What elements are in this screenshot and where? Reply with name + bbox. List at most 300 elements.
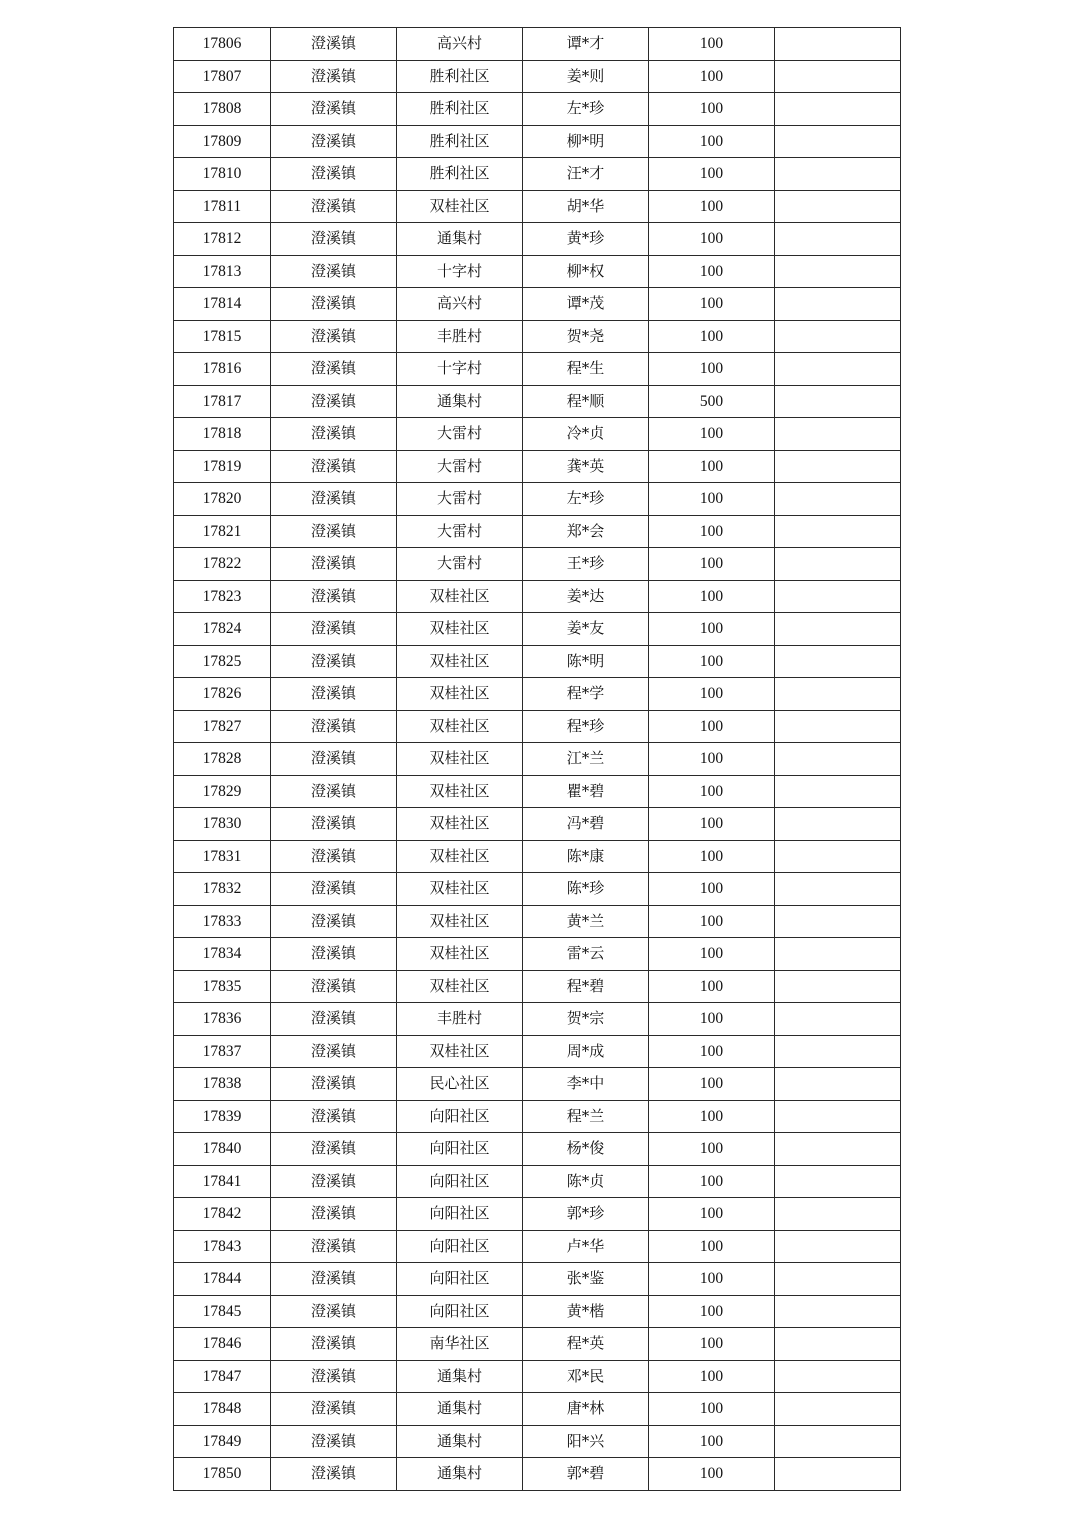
table-row <box>174 645 901 678</box>
village-cell: 高兴村 <box>397 288 523 321</box>
village-cell: 高兴村 <box>397 28 523 61</box>
amount-cell: 100 <box>649 1068 775 1101</box>
table-row <box>174 873 901 906</box>
town-cell: 澄溪镇 <box>271 288 397 321</box>
id-cell: 17810 <box>174 158 271 191</box>
village-cell: 双桂社区 <box>397 190 523 223</box>
remark-cell <box>775 743 901 776</box>
town-cell: 澄溪镇 <box>271 1328 397 1361</box>
name-cell: 汪*才 <box>523 158 649 191</box>
town-cell: 澄溪镇 <box>271 1133 397 1166</box>
name-cell: 冯*碧 <box>523 808 649 841</box>
amount-cell: 100 <box>649 190 775 223</box>
remark-cell <box>775 1458 901 1491</box>
amount-cell: 100 <box>649 1100 775 1133</box>
remark-cell <box>775 1068 901 1101</box>
table-row <box>174 288 901 321</box>
amount-cell: 100 <box>649 1003 775 1036</box>
village-cell: 十字村 <box>397 353 523 386</box>
village-cell: 通集村 <box>397 1393 523 1426</box>
id-cell: 17839 <box>174 1100 271 1133</box>
id-cell: 17837 <box>174 1035 271 1068</box>
village-cell: 双桂社区 <box>397 743 523 776</box>
id-cell: 17812 <box>174 223 271 256</box>
amount-cell: 100 <box>649 515 775 548</box>
village-cell: 大雷村 <box>397 548 523 581</box>
remark-cell <box>775 1230 901 1263</box>
table-row <box>174 938 901 971</box>
id-cell: 17835 <box>174 970 271 1003</box>
village-cell: 双桂社区 <box>397 645 523 678</box>
table-row <box>174 1393 901 1426</box>
name-cell: 程*珍 <box>523 710 649 743</box>
name-cell: 柳*权 <box>523 255 649 288</box>
name-cell: 程*顺 <box>523 385 649 418</box>
id-cell: 17808 <box>174 93 271 126</box>
remark-cell <box>775 60 901 93</box>
table-row <box>174 905 901 938</box>
id-cell: 17828 <box>174 743 271 776</box>
amount-cell: 100 <box>649 840 775 873</box>
table-row <box>174 1068 901 1101</box>
town-cell: 澄溪镇 <box>271 255 397 288</box>
village-cell: 双桂社区 <box>397 775 523 808</box>
village-cell: 双桂社区 <box>397 613 523 646</box>
table-row <box>174 1295 901 1328</box>
town-cell: 澄溪镇 <box>271 1100 397 1133</box>
amount-cell: 100 <box>649 873 775 906</box>
id-cell: 17850 <box>174 1458 271 1491</box>
village-cell: 双桂社区 <box>397 873 523 906</box>
remark-cell <box>775 190 901 223</box>
table-row <box>174 678 901 711</box>
remark-cell <box>775 1035 901 1068</box>
amount-cell: 500 <box>649 385 775 418</box>
table-row <box>174 385 901 418</box>
name-cell: 冷*贞 <box>523 418 649 451</box>
amount-cell: 100 <box>649 418 775 451</box>
amount-cell: 100 <box>649 1263 775 1296</box>
town-cell: 澄溪镇 <box>271 1198 397 1231</box>
name-cell: 陈*康 <box>523 840 649 873</box>
table-row <box>174 223 901 256</box>
town-cell: 澄溪镇 <box>271 1230 397 1263</box>
village-cell: 通集村 <box>397 385 523 418</box>
amount-cell: 100 <box>649 223 775 256</box>
town-cell: 澄溪镇 <box>271 483 397 516</box>
town-cell: 澄溪镇 <box>271 743 397 776</box>
remark-cell <box>775 1425 901 1458</box>
amount-cell: 100 <box>649 1458 775 1491</box>
amount-cell: 100 <box>649 645 775 678</box>
village-cell: 向阳社区 <box>397 1100 523 1133</box>
roster-table-body <box>174 28 901 1491</box>
amount-cell: 100 <box>649 450 775 483</box>
remark-cell <box>775 873 901 906</box>
village-cell: 大雷村 <box>397 483 523 516</box>
town-cell: 澄溪镇 <box>271 710 397 743</box>
id-cell: 17817 <box>174 385 271 418</box>
name-cell: 黄*兰 <box>523 905 649 938</box>
remark-cell <box>775 125 901 158</box>
id-cell: 17833 <box>174 905 271 938</box>
town-cell: 澄溪镇 <box>271 775 397 808</box>
town-cell: 澄溪镇 <box>271 580 397 613</box>
table-row <box>174 1198 901 1231</box>
name-cell: 唐*林 <box>523 1393 649 1426</box>
remark-cell <box>775 1003 901 1036</box>
village-cell: 双桂社区 <box>397 1035 523 1068</box>
amount-cell: 100 <box>649 1328 775 1361</box>
remark-cell <box>775 1328 901 1361</box>
town-cell: 澄溪镇 <box>271 1035 397 1068</box>
remark-cell <box>775 223 901 256</box>
town-cell: 澄溪镇 <box>271 905 397 938</box>
name-cell: 贺*尧 <box>523 320 649 353</box>
name-cell: 程*生 <box>523 353 649 386</box>
name-cell: 龚*英 <box>523 450 649 483</box>
remark-cell <box>775 1263 901 1296</box>
remark-cell <box>775 483 901 516</box>
town-cell: 澄溪镇 <box>271 1068 397 1101</box>
town-cell: 澄溪镇 <box>271 1393 397 1426</box>
village-cell: 向阳社区 <box>397 1198 523 1231</box>
amount-cell: 100 <box>649 1035 775 1068</box>
remark-cell <box>775 775 901 808</box>
table-row <box>174 320 901 353</box>
id-cell: 17845 <box>174 1295 271 1328</box>
id-cell: 17824 <box>174 613 271 646</box>
name-cell: 张*鉴 <box>523 1263 649 1296</box>
table-row <box>174 60 901 93</box>
amount-cell: 100 <box>649 678 775 711</box>
id-cell: 17836 <box>174 1003 271 1036</box>
village-cell: 通集村 <box>397 223 523 256</box>
remark-cell <box>775 938 901 971</box>
table-row <box>174 450 901 483</box>
id-cell: 17816 <box>174 353 271 386</box>
town-cell: 澄溪镇 <box>271 125 397 158</box>
id-cell: 17813 <box>174 255 271 288</box>
remark-cell <box>775 970 901 1003</box>
id-cell: 17834 <box>174 938 271 971</box>
remark-cell <box>775 548 901 581</box>
name-cell: 陈*明 <box>523 645 649 678</box>
village-cell: 胜利社区 <box>397 60 523 93</box>
id-cell: 17811 <box>174 190 271 223</box>
id-cell: 17807 <box>174 60 271 93</box>
village-cell: 向阳社区 <box>397 1230 523 1263</box>
amount-cell: 100 <box>649 158 775 191</box>
table-row <box>174 743 901 776</box>
remark-cell <box>775 808 901 841</box>
name-cell: 江*兰 <box>523 743 649 776</box>
amount-cell: 100 <box>649 710 775 743</box>
village-cell: 大雷村 <box>397 515 523 548</box>
table-row <box>174 1328 901 1361</box>
table-row <box>174 1035 901 1068</box>
remark-cell <box>775 613 901 646</box>
town-cell: 澄溪镇 <box>271 938 397 971</box>
id-cell: 17814 <box>174 288 271 321</box>
table-row <box>174 1458 901 1491</box>
name-cell: 谭*才 <box>523 28 649 61</box>
amount-cell: 100 <box>649 775 775 808</box>
amount-cell: 100 <box>649 93 775 126</box>
table-row <box>174 775 901 808</box>
amount-cell: 100 <box>649 288 775 321</box>
remark-cell <box>775 580 901 613</box>
remark-cell <box>775 710 901 743</box>
amount-cell: 100 <box>649 483 775 516</box>
table-row <box>174 548 901 581</box>
table-row <box>174 190 901 223</box>
name-cell: 程*英 <box>523 1328 649 1361</box>
table-row <box>174 710 901 743</box>
id-cell: 17847 <box>174 1360 271 1393</box>
name-cell: 阳*兴 <box>523 1425 649 1458</box>
table-row <box>174 353 901 386</box>
table-row <box>174 808 901 841</box>
amount-cell: 100 <box>649 28 775 61</box>
id-cell: 17843 <box>174 1230 271 1263</box>
table-row <box>174 483 901 516</box>
amount-cell: 100 <box>649 60 775 93</box>
village-cell: 向阳社区 <box>397 1263 523 1296</box>
id-cell: 17844 <box>174 1263 271 1296</box>
amount-cell: 100 <box>649 1230 775 1263</box>
name-cell: 黄*珍 <box>523 223 649 256</box>
table-row <box>174 1165 901 1198</box>
id-cell: 17815 <box>174 320 271 353</box>
village-cell: 向阳社区 <box>397 1133 523 1166</box>
amount-cell: 100 <box>649 905 775 938</box>
amount-cell: 100 <box>649 1393 775 1426</box>
name-cell: 左*珍 <box>523 93 649 126</box>
remark-cell <box>775 288 901 321</box>
village-cell: 双桂社区 <box>397 580 523 613</box>
name-cell: 邓*民 <box>523 1360 649 1393</box>
table-row <box>174 580 901 613</box>
id-cell: 17849 <box>174 1425 271 1458</box>
amount-cell: 100 <box>649 743 775 776</box>
name-cell: 郑*会 <box>523 515 649 548</box>
remark-cell <box>775 905 901 938</box>
name-cell: 贺*宗 <box>523 1003 649 1036</box>
remark-cell <box>775 1360 901 1393</box>
amount-cell: 100 <box>649 1133 775 1166</box>
table-row <box>174 255 901 288</box>
amount-cell: 100 <box>649 1425 775 1458</box>
table-row <box>174 28 901 61</box>
id-cell: 17820 <box>174 483 271 516</box>
amount-cell: 100 <box>649 548 775 581</box>
table-row <box>174 1003 901 1036</box>
amount-cell: 100 <box>649 613 775 646</box>
id-cell: 17848 <box>174 1393 271 1426</box>
town-cell: 澄溪镇 <box>271 1458 397 1491</box>
town-cell: 澄溪镇 <box>271 320 397 353</box>
amount-cell: 100 <box>649 1165 775 1198</box>
name-cell: 杨*俊 <box>523 1133 649 1166</box>
id-cell: 17806 <box>174 28 271 61</box>
remark-cell <box>775 450 901 483</box>
town-cell: 澄溪镇 <box>271 548 397 581</box>
remark-cell <box>775 840 901 873</box>
amount-cell: 100 <box>649 938 775 971</box>
remark-cell <box>775 255 901 288</box>
roster-table <box>173 27 901 1491</box>
village-cell: 双桂社区 <box>397 710 523 743</box>
table-row <box>174 1425 901 1458</box>
table-row <box>174 970 901 1003</box>
village-cell: 胜利社区 <box>397 93 523 126</box>
village-cell: 双桂社区 <box>397 840 523 873</box>
town-cell: 澄溪镇 <box>271 1425 397 1458</box>
village-cell: 民心社区 <box>397 1068 523 1101</box>
name-cell: 卢*华 <box>523 1230 649 1263</box>
town-cell: 澄溪镇 <box>271 190 397 223</box>
town-cell: 澄溪镇 <box>271 158 397 191</box>
name-cell: 雷*云 <box>523 938 649 971</box>
village-cell: 南华社区 <box>397 1328 523 1361</box>
remark-cell <box>775 1198 901 1231</box>
village-cell: 通集村 <box>397 1458 523 1491</box>
village-cell: 双桂社区 <box>397 938 523 971</box>
village-cell: 向阳社区 <box>397 1295 523 1328</box>
id-cell: 17822 <box>174 548 271 581</box>
town-cell: 澄溪镇 <box>271 613 397 646</box>
village-cell: 双桂社区 <box>397 905 523 938</box>
town-cell: 澄溪镇 <box>271 1165 397 1198</box>
remark-cell <box>775 1133 901 1166</box>
name-cell: 胡*华 <box>523 190 649 223</box>
table-row <box>174 1133 901 1166</box>
name-cell: 李*中 <box>523 1068 649 1101</box>
village-cell: 双桂社区 <box>397 970 523 1003</box>
name-cell: 姜*则 <box>523 60 649 93</box>
table-row <box>174 515 901 548</box>
name-cell: 王*珍 <box>523 548 649 581</box>
village-cell: 双桂社区 <box>397 678 523 711</box>
remark-cell <box>775 353 901 386</box>
table-row <box>174 1230 901 1263</box>
town-cell: 澄溪镇 <box>271 60 397 93</box>
table-row <box>174 1100 901 1133</box>
id-cell: 17809 <box>174 125 271 158</box>
id-cell: 17838 <box>174 1068 271 1101</box>
name-cell: 周*成 <box>523 1035 649 1068</box>
remark-cell <box>775 158 901 191</box>
town-cell: 澄溪镇 <box>271 808 397 841</box>
village-cell: 胜利社区 <box>397 125 523 158</box>
table-row <box>174 418 901 451</box>
id-cell: 17818 <box>174 418 271 451</box>
remark-cell <box>775 515 901 548</box>
remark-cell <box>775 1393 901 1426</box>
town-cell: 澄溪镇 <box>271 970 397 1003</box>
amount-cell: 100 <box>649 580 775 613</box>
id-cell: 17825 <box>174 645 271 678</box>
name-cell: 谭*茂 <box>523 288 649 321</box>
town-cell: 澄溪镇 <box>271 840 397 873</box>
town-cell: 澄溪镇 <box>271 1360 397 1393</box>
name-cell: 程*学 <box>523 678 649 711</box>
remark-cell <box>775 93 901 126</box>
id-cell: 17842 <box>174 1198 271 1231</box>
village-cell: 丰胜村 <box>397 1003 523 1036</box>
name-cell: 姜*达 <box>523 580 649 613</box>
remark-cell <box>775 28 901 61</box>
village-cell: 丰胜村 <box>397 320 523 353</box>
name-cell: 左*珍 <box>523 483 649 516</box>
remark-cell <box>775 385 901 418</box>
amount-cell: 100 <box>649 125 775 158</box>
name-cell: 黄*楷 <box>523 1295 649 1328</box>
name-cell: 程*兰 <box>523 1100 649 1133</box>
id-cell: 17841 <box>174 1165 271 1198</box>
village-cell: 向阳社区 <box>397 1165 523 1198</box>
name-cell: 郭*珍 <box>523 1198 649 1231</box>
village-cell: 十字村 <box>397 255 523 288</box>
amount-cell: 100 <box>649 1295 775 1328</box>
name-cell: 柳*明 <box>523 125 649 158</box>
id-cell: 17831 <box>174 840 271 873</box>
name-cell: 郭*碧 <box>523 1458 649 1491</box>
name-cell: 程*碧 <box>523 970 649 1003</box>
remark-cell <box>775 678 901 711</box>
id-cell: 17830 <box>174 808 271 841</box>
remark-cell <box>775 418 901 451</box>
id-cell: 17827 <box>174 710 271 743</box>
amount-cell: 100 <box>649 1360 775 1393</box>
id-cell: 17819 <box>174 450 271 483</box>
table-row <box>174 125 901 158</box>
amount-cell: 100 <box>649 320 775 353</box>
name-cell: 瞿*碧 <box>523 775 649 808</box>
town-cell: 澄溪镇 <box>271 678 397 711</box>
id-cell: 17821 <box>174 515 271 548</box>
town-cell: 澄溪镇 <box>271 385 397 418</box>
town-cell: 澄溪镇 <box>271 418 397 451</box>
town-cell: 澄溪镇 <box>271 1263 397 1296</box>
village-cell: 双桂社区 <box>397 808 523 841</box>
town-cell: 澄溪镇 <box>271 645 397 678</box>
name-cell: 姜*友 <box>523 613 649 646</box>
table-row <box>174 93 901 126</box>
amount-cell: 100 <box>649 353 775 386</box>
amount-cell: 100 <box>649 1198 775 1231</box>
town-cell: 澄溪镇 <box>271 223 397 256</box>
table-row <box>174 840 901 873</box>
remark-cell <box>775 1100 901 1133</box>
town-cell: 澄溪镇 <box>271 450 397 483</box>
amount-cell: 100 <box>649 970 775 1003</box>
id-cell: 17829 <box>174 775 271 808</box>
table-row <box>174 1360 901 1393</box>
remark-cell <box>775 1295 901 1328</box>
remark-cell <box>775 645 901 678</box>
amount-cell: 100 <box>649 808 775 841</box>
name-cell: 陈*珍 <box>523 873 649 906</box>
village-cell: 大雷村 <box>397 418 523 451</box>
town-cell: 澄溪镇 <box>271 1295 397 1328</box>
amount-cell: 100 <box>649 255 775 288</box>
roster-sheet <box>173 27 901 1491</box>
town-cell: 澄溪镇 <box>271 353 397 386</box>
id-cell: 17840 <box>174 1133 271 1166</box>
village-cell: 胜利社区 <box>397 158 523 191</box>
